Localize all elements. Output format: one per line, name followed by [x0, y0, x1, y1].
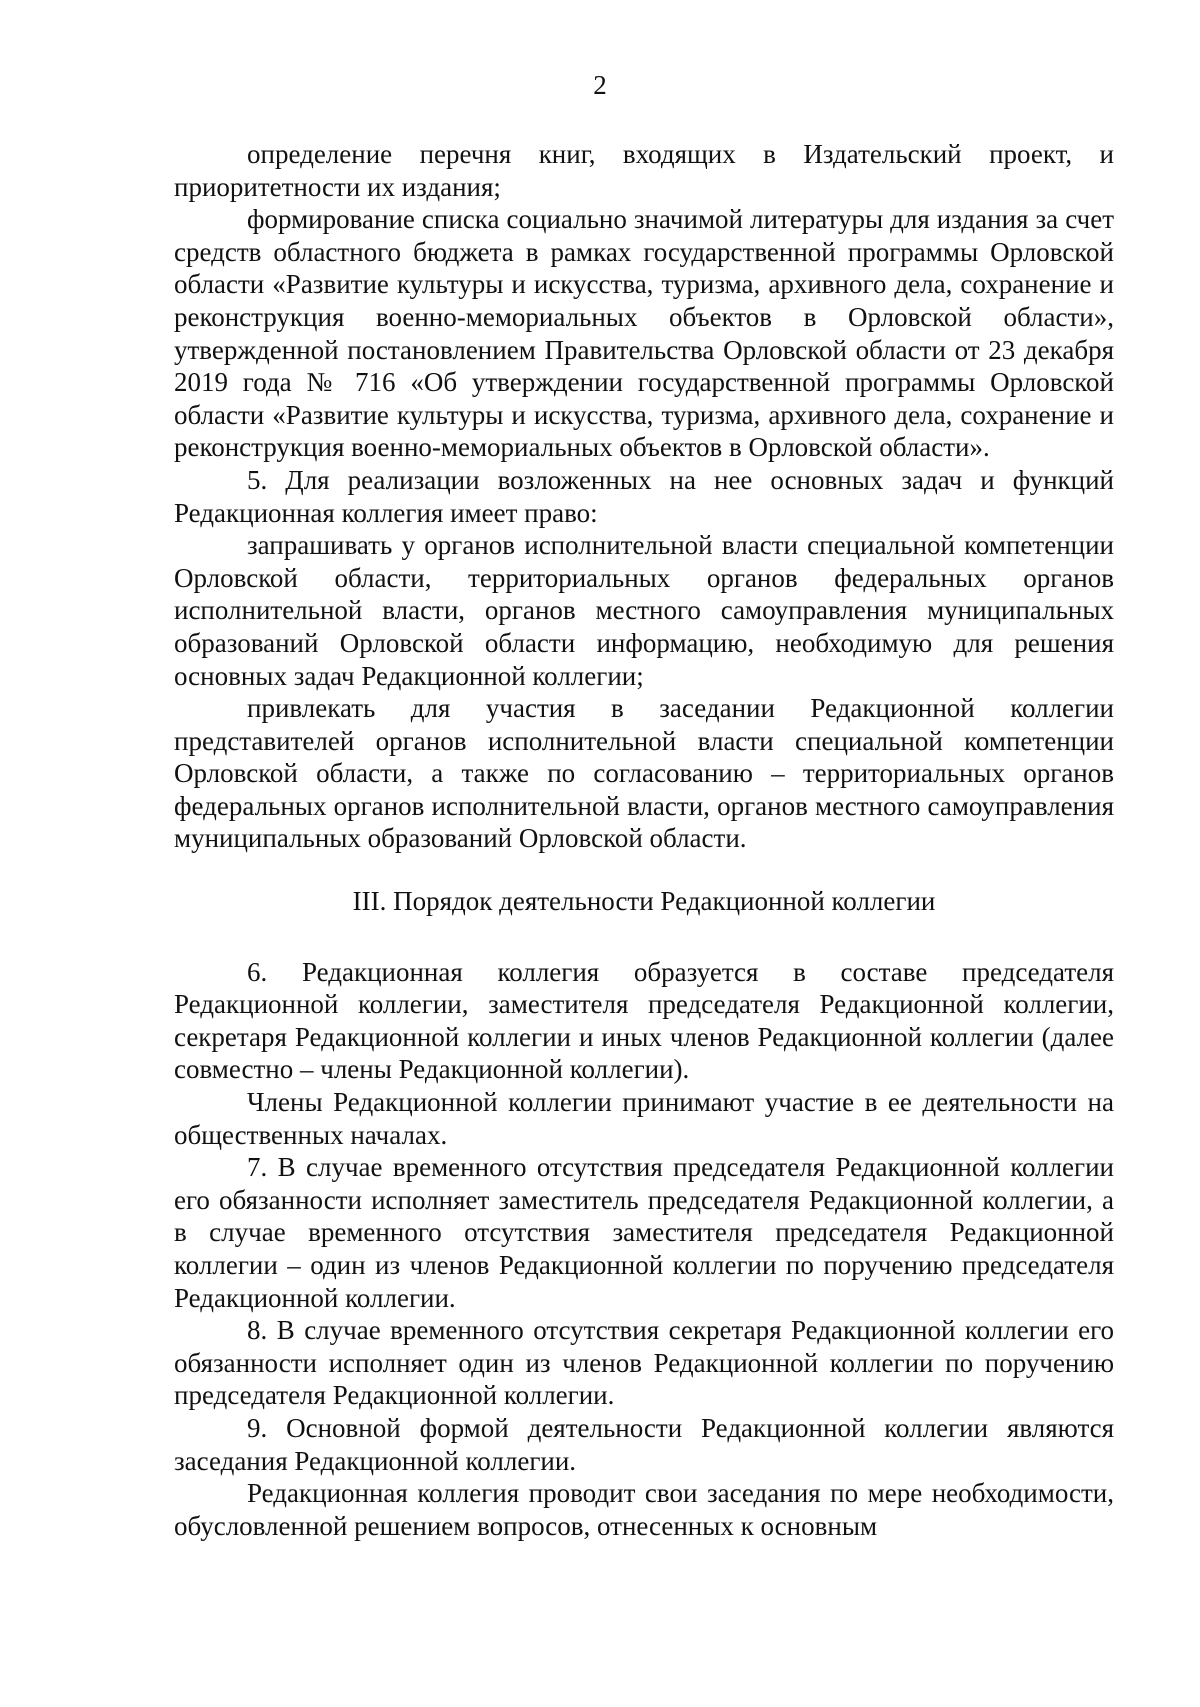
paragraph: привлекать для участия в заседании Редакционной коллегии представителей органов исполнительной власти специальной компетенции Орловской области, а также по согласованию – территориальных органов федеральных органов исполнительной власти, органов местного самоуправления муниципальных образований Орловской области. [174, 693, 1114, 854]
paragraph: запрашивать у органов исполнительной власти специальной компетенции Орловской области, территориальных органов федеральных органов исполнительной власти, органов местного самоуправления муниципальных образований Орловской области информацию, необходимую для решения основных задач Редакционной коллегии; [174, 530, 1114, 691]
document-body [174, 138, 1114, 1542]
paragraph: Редакционная коллегия проводит свои заседания по мере необходимости, обусловленной решением вопросов, отнесенных к основным [174, 1478, 1114, 1541]
paragraph: определение перечня книг, входящих в Издательский проект, и приоритетности их издания; [174, 139, 1114, 202]
paragraph: Члены Редакционной коллегии принимают участие в ее деятельности на общественных началах. [174, 1087, 1114, 1150]
paragraph: 8. В случае временного отсутствия секретаря Редакционной коллегии его обязанности исполняет один из членов Редакционной коллегии по поручению председателя Редакционной коллегии. [174, 1315, 1114, 1411]
section-heading: III. Порядок деятельности Редакционной коллегии [352, 886, 936, 917]
paragraph: формирование списка социально значимой литературы для издания за счет средств областного бюджета в рамках государственной программы Орловской области «Развитие культуры и искусства, туризма, архивного дела, сохранение и реконструкция военно-мемориальных объектов в Орловской области», утвержденной постановлением Правительства Орловской области от 23 декабря 2019 года № 716 «Об утверждении государственной программы Орловской области «Развитие культуры и искусства, туризма, архивного дела, сохранение и реконструкция военно-мемориальных объектов в Орловской области». [174, 204, 1114, 463]
paragraph: 6. Редакционная коллегия образуется в составе председателя Редакционной коллегии, заместителя председателя Редакционной коллегии, секретаря Редакционной коллегии и иных членов Редакционной коллегии (далее совместно – члены Редакционной коллегии). [174, 956, 1114, 1085]
paragraph: 7. В случае временного отсутствия председателя Редакционной коллегии его обязанности исполняет заместитель председателя Редакционной коллегии, а в случае временного отсутствия заместителя председателя Редакционной коллегии – один из членов Редакционной коллегии по поручению председателя Редакционной коллегии. [174, 1152, 1114, 1313]
page-number: 2 [593, 70, 607, 100]
paragraph: 5. Для реализации возложенных на нее основных задач и функций Редакционная коллегия имеет право: [174, 464, 1114, 528]
paragraph: 9. Основной формой деятельности Редакционной коллегии являются заседания Редакционной коллегии. [174, 1412, 1114, 1476]
